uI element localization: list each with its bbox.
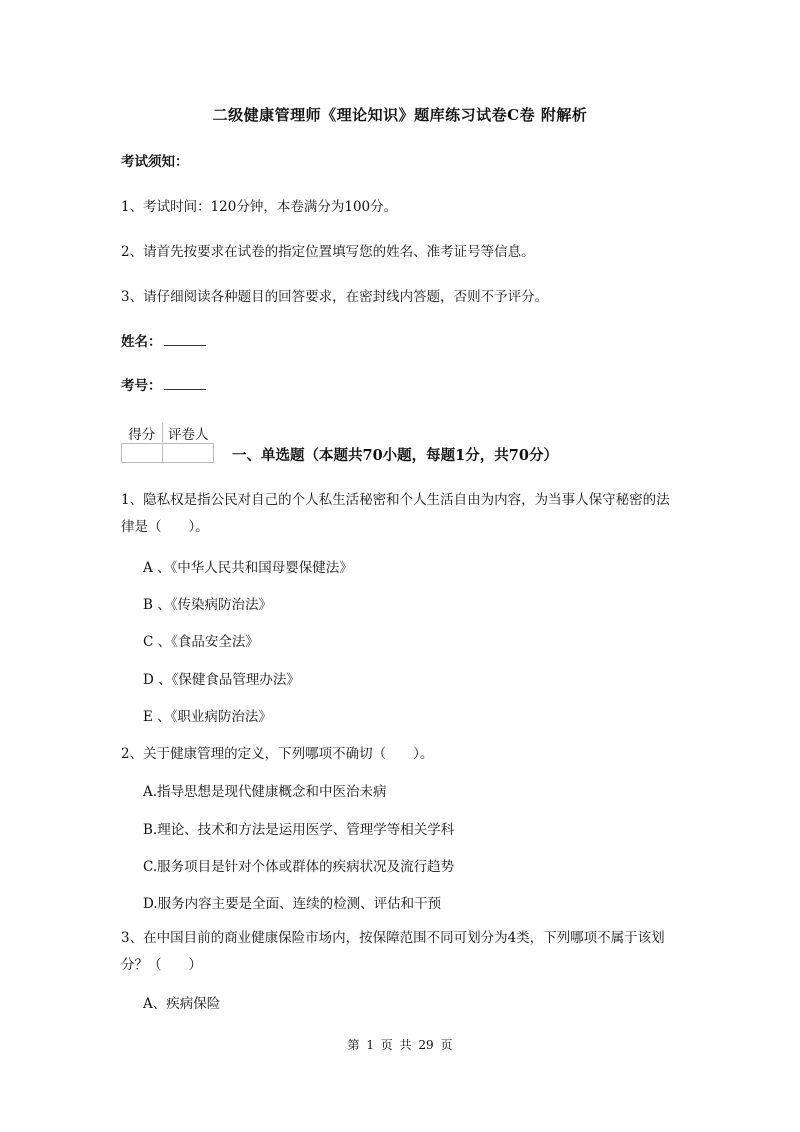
q2-option-d[interactable]: D.服务内容主要是全面、连续的检测、评估和干预 <box>143 896 442 912</box>
exam-no-blank[interactable] <box>164 377 206 390</box>
score-table <box>121 423 214 463</box>
notice-heading: 考试须知： <box>121 154 189 170</box>
name-label: 姓名： <box>121 334 162 350</box>
q1-option-d[interactable]: D 、《保健食品管理办法》 <box>143 672 300 688</box>
q3-option-a[interactable]: A、疾病保险 <box>143 996 221 1012</box>
q1-option-c[interactable]: C 、《食品安全法》 <box>143 634 259 650</box>
grader-header: 评卷人 <box>163 423 214 444</box>
question-3: 3、在中国目前的商业健康保险市场内，按保障范围不同可划分为4类，下列哪项不属于该划分？（ ） <box>121 930 665 973</box>
name-blank[interactable] <box>164 333 206 346</box>
exam-no-field <box>121 374 206 394</box>
notice-item-1: 1、考试时间：120分钟，本卷满分为100分。 <box>121 199 398 215</box>
grader-cell[interactable] <box>163 444 214 463</box>
name-field <box>121 330 206 350</box>
question-2: 2、关于健康管理的定义，下列哪项不确切（ ）。 <box>121 746 434 762</box>
score-header: 得分 <box>122 423 163 444</box>
q2-option-c[interactable]: C.服务项目是针对个体或群体的疾病状况及流行趋势 <box>143 859 455 875</box>
q1-option-a[interactable]: A 、《中华人民共和国母婴保健法》 <box>143 560 353 576</box>
q1-option-e[interactable]: E 、《职业病防治法》 <box>143 709 272 725</box>
page-title: 二级健康管理师《理论知识》题库练习试卷C卷 附解析 <box>212 106 588 124</box>
question-1: 1、隐私权是指公民对自己的个人私生活秘密和个人生活自由为内容，为当事人保守秘密的法律是（ ）。 <box>121 492 670 535</box>
notice-item-2: 2、请首先按要求在试卷的指定位置填写您的姓名、准考证号等信息。 <box>121 244 535 260</box>
q1-option-b[interactable]: B 、《传染病防治法》 <box>143 597 272 613</box>
exam-no-label: 考号： <box>121 378 162 394</box>
score-cell[interactable] <box>122 444 163 463</box>
notice-item-3: 3、请仔细阅读各种题目的回答要求，在密封线内答题，否则不予评分。 <box>121 289 549 305</box>
q2-option-b[interactable]: B.理论、技术和方法是运用医学、管理学等相关学科 <box>143 822 455 838</box>
section-title: 一、单选题（本题共70小题，每题1分，共70分） <box>232 447 558 464</box>
page-footer: 第 1 页 共 29 页 <box>347 1038 453 1052</box>
q2-option-a[interactable]: A.指导思想是现代健康概念和中医治未病 <box>143 784 387 800</box>
